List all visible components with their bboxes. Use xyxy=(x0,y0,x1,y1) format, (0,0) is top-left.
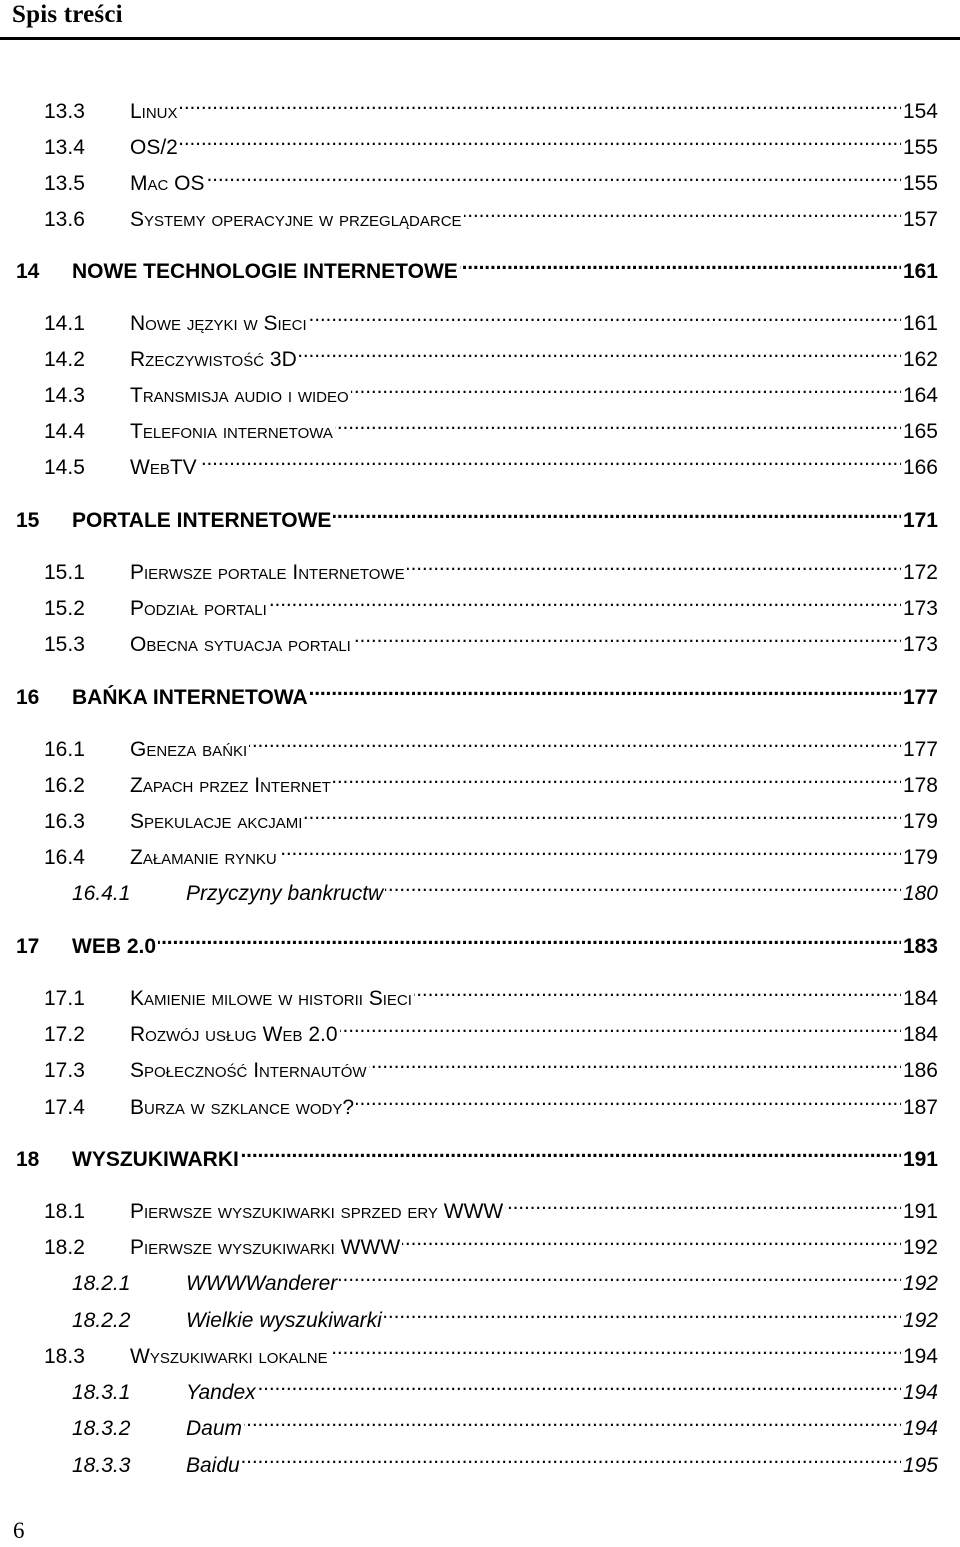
toc-entry-title: Pierwsze portale Internetowe xyxy=(130,561,405,584)
toc-entry-number: 18.3 xyxy=(44,1345,85,1368)
toc-entry-title: Systemy operacyjne w przeglądarce xyxy=(130,208,462,231)
toc-entry-14-2[interactable] xyxy=(44,336,938,371)
dot-leader xyxy=(241,1136,901,1166)
dot-leader xyxy=(353,621,901,651)
toc-entry-page: 194 xyxy=(902,1345,938,1368)
toc-entry-title: WWWWanderer xyxy=(186,1272,338,1295)
dot-leader xyxy=(304,798,901,828)
toc-entry-14-1[interactable] xyxy=(44,300,938,335)
page-title: Spis treści xyxy=(12,1,123,28)
toc-entry-15-1[interactable] xyxy=(44,549,938,584)
dot-leader xyxy=(330,1333,901,1363)
dot-leader xyxy=(258,1369,901,1399)
toc-entry-14-5[interactable] xyxy=(44,444,938,479)
toc-entry-number: 18.1 xyxy=(44,1200,85,1223)
dot-leader xyxy=(244,1405,901,1435)
toc-entry-title: Mac OS xyxy=(130,172,205,195)
toc-entry-18-2-2[interactable] xyxy=(72,1297,938,1332)
toc-entry-number: 17 xyxy=(16,935,40,958)
toc-entry-title: Pierwsze wyszukiwarki WWW xyxy=(130,1236,401,1259)
toc-entry-16-4[interactable] xyxy=(44,834,938,869)
toc-entry-number: 14.2 xyxy=(44,348,85,371)
dot-leader xyxy=(299,336,901,366)
toc-entry-number: 13.6 xyxy=(44,208,85,231)
toc-entry-18[interactable] xyxy=(16,1136,938,1171)
toc-entry-title: Geneza bańki xyxy=(130,738,248,761)
toc-entry-number: 18 xyxy=(16,1148,40,1171)
dot-leader xyxy=(242,1442,901,1472)
toc-entry-18-2[interactable] xyxy=(44,1224,938,1259)
toc-entry-number: 18.2.1 xyxy=(72,1272,131,1295)
toc-entry-13-6[interactable] xyxy=(44,196,938,231)
toc-entry-page: 162 xyxy=(902,348,938,371)
dot-leader xyxy=(309,300,901,330)
toc-entry-title: Spekulacje akcjami xyxy=(130,810,303,833)
toc-entry-number: 15.3 xyxy=(44,633,85,656)
toc-entry-title: Załamanie rynku xyxy=(130,846,277,869)
dot-leader xyxy=(369,1047,901,1077)
toc-entry-17-4[interactable] xyxy=(44,1084,938,1119)
toc-entry-number: 14.1 xyxy=(44,312,85,335)
toc-entry-number: 18.2 xyxy=(44,1236,85,1259)
toc-entry-14-4[interactable] xyxy=(44,408,938,443)
toc-entry-18-1[interactable] xyxy=(44,1188,938,1223)
toc-entry-page: 192 xyxy=(902,1236,938,1259)
dot-leader xyxy=(464,196,901,226)
toc-entry-16-1[interactable] xyxy=(44,726,938,761)
toc-entry-number: 13.3 xyxy=(44,100,85,123)
toc-entry-number: 16.2 xyxy=(44,774,85,797)
toc-entry-18-2-1[interactable] xyxy=(72,1260,938,1295)
toc-entry-page: 183 xyxy=(902,935,938,958)
toc-entry-title: Zapach przez Internet xyxy=(130,774,331,797)
toc-entry-16-4-1[interactable] xyxy=(72,870,938,905)
toc-entry-13-4[interactable] xyxy=(44,124,938,159)
toc-entry-16[interactable] xyxy=(16,674,938,709)
toc-entry-title: Podział portali xyxy=(130,597,267,620)
toc-entry-number: 18.3.3 xyxy=(72,1454,131,1477)
page-number: 6 xyxy=(13,1518,25,1543)
dot-leader xyxy=(385,870,901,900)
toc-entry-page: 177 xyxy=(902,738,938,761)
toc-entry-page: 166 xyxy=(902,456,938,479)
toc-entry-16-2[interactable] xyxy=(44,762,938,797)
toc-entry-page: 173 xyxy=(902,633,938,656)
toc-entry-title: Przyczyny bankructw xyxy=(186,882,384,905)
toc-entry-title: Wyszukiwarki lokalne xyxy=(130,1345,328,1368)
toc-entry-title: Rozwój usług Web 2.0 xyxy=(130,1023,338,1046)
toc-entry-number: 16 xyxy=(16,686,40,709)
toc-entry-page: 192 xyxy=(902,1272,938,1295)
toc-entry-title: BAŃKA INTERNETOWA xyxy=(72,686,308,709)
toc-entry-title: Burza w szklance wody? xyxy=(130,1096,355,1119)
toc-entry-18-3[interactable] xyxy=(44,1333,938,1368)
toc-entry-17-2[interactable] xyxy=(44,1011,938,1046)
dot-leader xyxy=(505,1188,901,1218)
dot-leader xyxy=(340,1011,901,1041)
page-header xyxy=(0,0,960,40)
dot-leader xyxy=(333,497,901,527)
toc-entry-title: Linux xyxy=(130,100,178,123)
dot-leader xyxy=(356,1084,901,1114)
toc-entry-18-3-2[interactable] xyxy=(72,1405,938,1440)
toc-entry-number: 17.3 xyxy=(44,1059,85,1082)
toc-entry-page: 184 xyxy=(902,1023,938,1046)
toc-entry-number: 18.2.2 xyxy=(72,1309,131,1332)
toc-entry-page: 154 xyxy=(902,100,938,123)
dot-leader xyxy=(269,585,901,615)
toc-entry-13-5[interactable] xyxy=(44,160,938,195)
dot-leader xyxy=(180,124,901,154)
toc-entry-18-3-3[interactable] xyxy=(72,1442,938,1477)
toc-entry-title: WebTV xyxy=(130,456,197,479)
dot-leader xyxy=(310,674,901,704)
toc-entry-number: 17.4 xyxy=(44,1096,85,1119)
toc-entry-page: 173 xyxy=(902,597,938,620)
toc-entry-page: 187 xyxy=(902,1096,938,1119)
toc-entry-page: 155 xyxy=(902,136,938,159)
toc-entry-number: 16.4 xyxy=(44,846,85,869)
toc-entry-15[interactable] xyxy=(16,497,938,532)
toc-entry-title: Pierwsze wyszukiwarki sprzed ery WWW xyxy=(130,1200,504,1223)
toc-entry-title: Obecna sytuacja portali xyxy=(130,633,351,656)
toc-entry-number: 16.1 xyxy=(44,738,85,761)
dot-leader xyxy=(384,1297,901,1327)
toc-entry-15-3[interactable] xyxy=(44,621,938,656)
dot-leader xyxy=(333,762,901,792)
toc-entry-title: Społeczność Internautów xyxy=(130,1059,367,1082)
toc-entry-page: 180 xyxy=(902,882,938,905)
toc-entry-title: Yandex xyxy=(186,1381,256,1404)
toc-entry-14-3[interactable] xyxy=(44,372,938,407)
toc-entry-page: 179 xyxy=(902,846,938,869)
toc-entry-page: 161 xyxy=(902,260,938,283)
toc-entry-number: 13.5 xyxy=(44,172,85,195)
toc-entry-page: 157 xyxy=(902,208,938,231)
toc-entry-number: 14 xyxy=(16,260,40,283)
toc-entry-number: 15.1 xyxy=(44,561,85,584)
toc-entry-page: 177 xyxy=(902,686,938,709)
toc-entry-title: Baidu xyxy=(186,1454,240,1477)
header-rule xyxy=(0,37,960,40)
dot-leader xyxy=(180,88,901,118)
dot-leader xyxy=(158,923,901,953)
toc-entry-title: Kamienie milowe w historii Sieci xyxy=(130,987,412,1010)
toc-entry-17[interactable] xyxy=(16,923,938,958)
toc-entry-page: 164 xyxy=(902,384,938,407)
toc-entry-number: 15.2 xyxy=(44,597,85,620)
toc-entry-page: 192 xyxy=(902,1309,938,1332)
toc-entry-page: 191 xyxy=(902,1148,938,1171)
dot-leader xyxy=(407,549,901,579)
toc-entry-18-3-1[interactable] xyxy=(72,1369,938,1404)
dot-leader xyxy=(351,372,901,402)
toc-entry-page: 179 xyxy=(902,810,938,833)
dot-leader xyxy=(339,1260,901,1290)
toc-entry-page: 178 xyxy=(902,774,938,797)
dot-leader xyxy=(199,444,901,474)
toc-entry-title: Transmisja audio i wideo xyxy=(130,384,349,407)
toc-entry-title: PORTALE INTERNETOWE xyxy=(72,509,332,532)
toc-entry-title: OS/2 xyxy=(130,136,178,159)
toc-entry-17-1[interactable] xyxy=(44,975,938,1010)
toc-entry-number: 15 xyxy=(16,509,40,532)
toc-entry-number: 13.4 xyxy=(44,136,85,159)
toc-entry-number: 14.5 xyxy=(44,456,85,479)
dot-leader xyxy=(207,160,901,190)
toc-entry-16-3[interactable] xyxy=(44,798,938,833)
toc-entry-page: 165 xyxy=(902,420,938,443)
toc-entry-title: WEB 2.0 xyxy=(72,935,157,958)
toc-entry-title: Nowe języki w Sieci xyxy=(130,312,307,335)
toc-entry-number: 14.4 xyxy=(44,420,85,443)
toc-entry-page: 184 xyxy=(902,987,938,1010)
dot-leader xyxy=(414,975,901,1005)
toc-entry-number: 18.3.1 xyxy=(72,1381,131,1404)
toc-entry-page: 172 xyxy=(902,561,938,584)
toc-entry-title: Telefonia internetowa xyxy=(130,420,333,443)
toc-entry-number: 16.4.1 xyxy=(72,882,131,905)
dot-leader xyxy=(335,408,901,438)
toc-entry-number: 16.3 xyxy=(44,810,85,833)
toc-entry-title: Wielkie wyszukiwarki xyxy=(186,1309,382,1332)
toc-entry-number: 17.2 xyxy=(44,1023,85,1046)
toc-entry-17-3[interactable] xyxy=(44,1047,938,1082)
toc-entry-page: 161 xyxy=(902,312,938,335)
toc-entry-number: 17.1 xyxy=(44,987,85,1010)
toc-entry-page: 195 xyxy=(902,1454,938,1477)
dot-leader xyxy=(460,248,901,278)
dot-leader xyxy=(402,1224,901,1254)
toc-entry-title: Daum xyxy=(186,1417,243,1440)
dot-leader xyxy=(279,834,901,864)
toc-entry-15-2[interactable] xyxy=(44,585,938,620)
toc-entry-14[interactable] xyxy=(16,248,938,283)
toc-entry-title: WYSZUKIWARKI xyxy=(72,1148,239,1171)
toc-entry-number: 18.3.2 xyxy=(72,1417,131,1440)
toc-entry-page: 155 xyxy=(902,172,938,195)
toc-entry-title: NOWE TECHNOLOGIE INTERNETOWE xyxy=(72,260,458,283)
toc-entry-page: 194 xyxy=(902,1417,938,1440)
toc-entry-title: Rzeczywistość 3D xyxy=(130,348,297,371)
dot-leader xyxy=(249,726,901,756)
toc-entry-page: 191 xyxy=(902,1200,938,1223)
toc-entry-13-3[interactable] xyxy=(44,88,938,123)
toc-entry-page: 171 xyxy=(902,509,938,532)
toc-entry-number: 14.3 xyxy=(44,384,85,407)
toc-entry-page: 194 xyxy=(902,1381,938,1404)
toc-entry-page: 186 xyxy=(902,1059,938,1082)
